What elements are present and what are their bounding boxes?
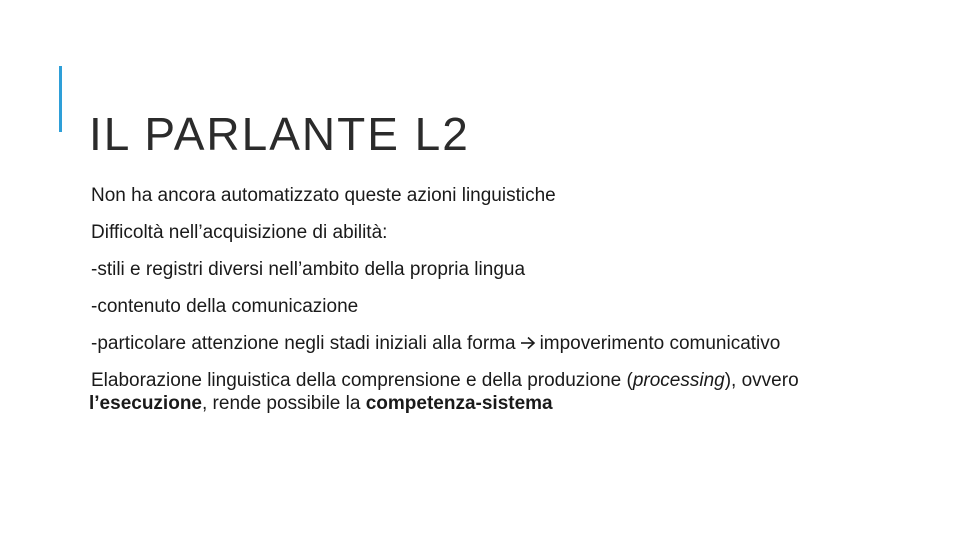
- slide-body: [89, 184, 889, 415]
- competence-system-bold: competenza-sistema: [365, 393, 553, 414]
- processing-italic: processing: [632, 370, 725, 391]
- paragraph-content: -contenuto della comunicazione: [91, 296, 359, 317]
- right-arrow-icon: [520, 332, 536, 355]
- slide-title: IL PARLANTE L2: [89, 108, 470, 160]
- form-attention-text: -particolare attenzione negli stadi iniziali alla forma: [91, 333, 516, 354]
- paragraph-automation: Non ha ancora automatizzato queste azioni linguistiche: [91, 185, 556, 206]
- paragraph-difficulty: Difficoltà nell’acquisizione di abilità:: [91, 222, 388, 243]
- processing-text-1: Elaborazione linguistica della comprensione e della produzione (: [91, 370, 633, 391]
- paragraph-processing: [89, 369, 889, 415]
- title-accent-bar: [59, 66, 62, 132]
- paragraph-styles-registers: -stili e registri diversi nell’ambito della propria lingua: [91, 259, 526, 280]
- impoverishment-text: impoverimento comunicativo: [539, 333, 781, 354]
- paragraph-form-attention: [89, 332, 889, 355]
- execution-bold: l’esecuzione: [89, 393, 202, 414]
- processing-text-3: , rende possibile la: [202, 393, 366, 414]
- processing-text-2: ), ovvero: [724, 370, 799, 391]
